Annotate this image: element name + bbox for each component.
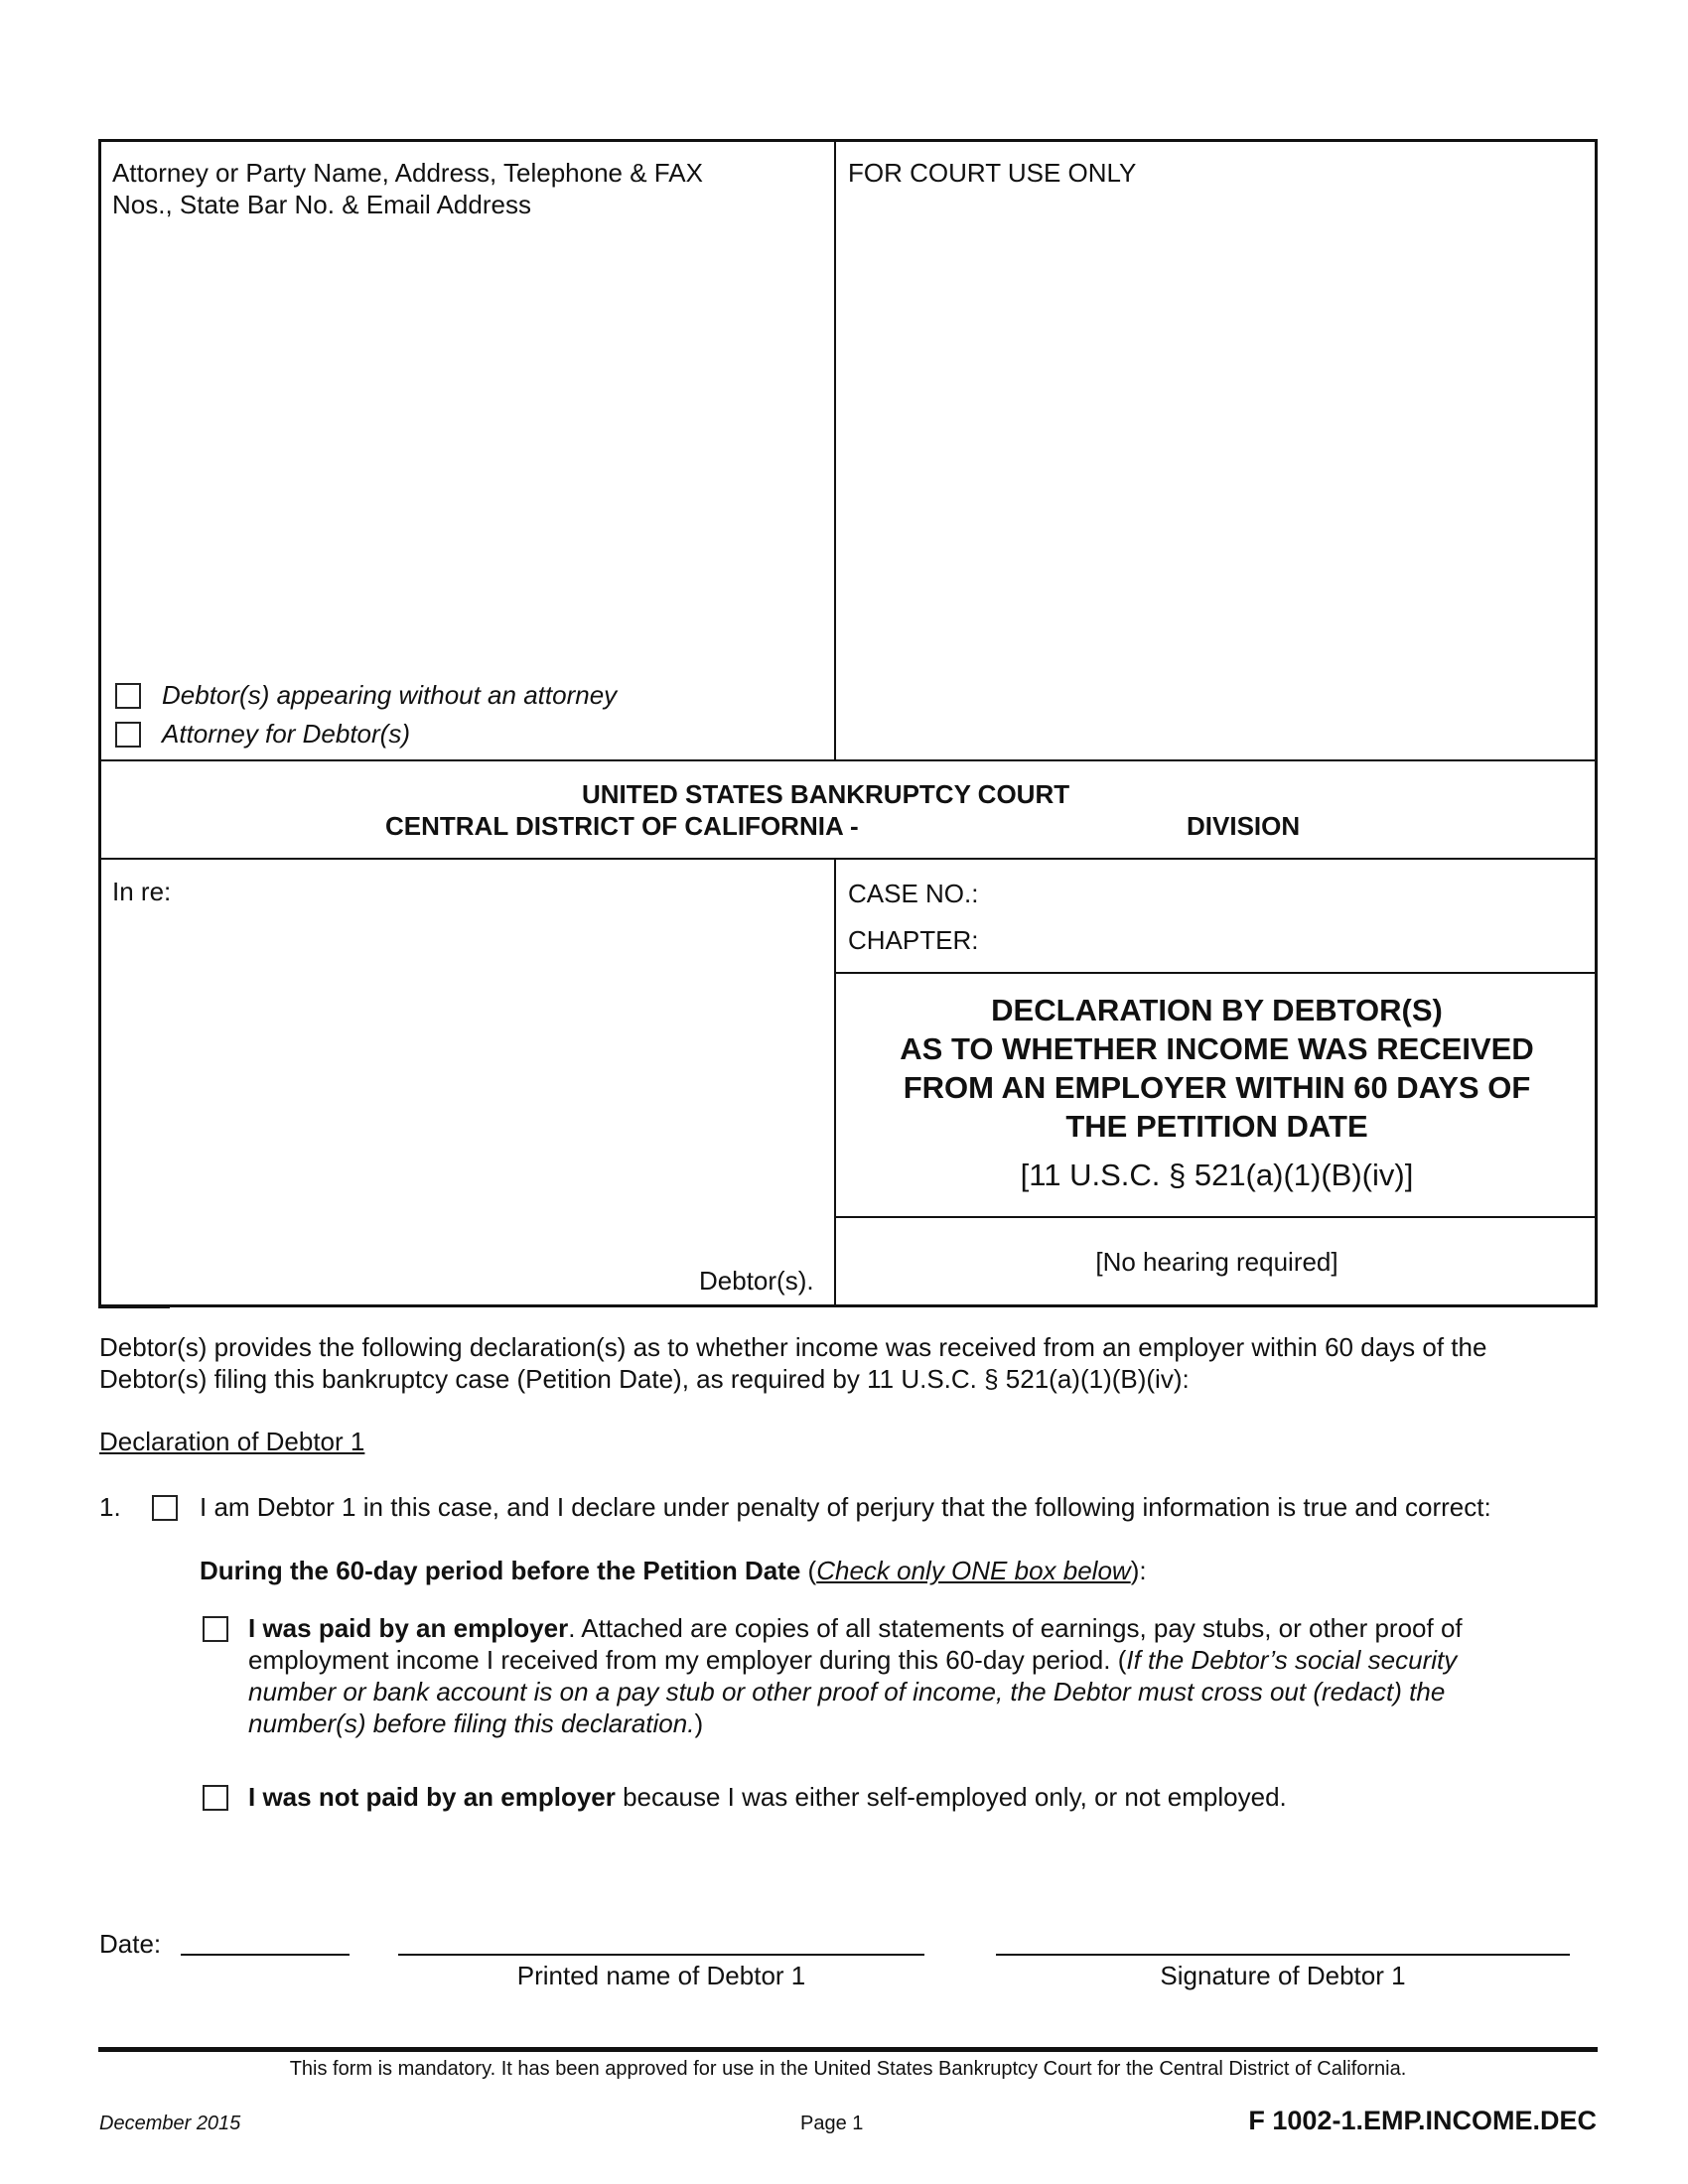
option1-rest: . Attached are copies of all statements of earnings, pay stubs, or other proof of: [568, 1613, 1463, 1643]
option2-rest: because I was either self-employed only, or not employed.: [615, 1782, 1287, 1812]
chapter-label: CHAPTER:: [848, 925, 979, 955]
option2-text: [248, 1781, 1287, 1813]
period-close: ):: [1130, 1556, 1147, 1585]
period-open: (: [800, 1556, 817, 1585]
signature-line[interactable]: [996, 1954, 1570, 1956]
mandatory-notice: This form is mandatory. It has been approved for use in the United States Bankruptcy Court for the Central District of California.: [289, 2058, 1407, 2080]
date-label: Date:: [99, 1929, 162, 1959]
form-id: F 1002-1.EMP.INCOME.DEC: [1248, 2106, 1597, 2135]
option1-line1: [248, 1612, 1463, 1644]
attorney-checkbox[interactable]: [115, 722, 141, 748]
case-no-label: CASE NO.:: [848, 879, 979, 908]
period-instruction: [200, 1555, 1147, 1586]
statute-citation: [11 U.S.C. § 521(a)(1)(B)(iv)]: [1020, 1158, 1414, 1192]
printed-name-line[interactable]: [398, 1954, 924, 1956]
court-name-line1: UNITED STATES BANKRUPTCY COURT: [582, 779, 1070, 809]
court-use-label: FOR COURT USE ONLY: [848, 158, 1137, 188]
declaration-title: [836, 991, 1598, 1194]
debtors-underline: [98, 1306, 170, 1308]
attorney-label-line1: Attorney or Party Name, Address, Telephone & FAX: [112, 158, 703, 188]
caption-divider-court-bottom: [98, 858, 1598, 860]
option1-line2: [248, 1644, 1463, 1676]
date-line[interactable]: [181, 1954, 350, 1956]
court-division-label: DIVISION: [1187, 811, 1301, 841]
title-line-1: DECLARATION BY DEBTOR(S): [991, 993, 1443, 1027]
option1-text: [248, 1612, 1463, 1739]
title-line-3: FROM AN EMPLOYER WITHIN 60 DAYS OF: [903, 1070, 1531, 1105]
case-info-divider: [834, 972, 1598, 974]
item-number: 1.: [99, 1492, 121, 1522]
printed-name-label: Printed name of Debtor 1: [516, 1961, 806, 1990]
debtors-label: Debtor(s).: [699, 1266, 814, 1296]
caption-divider-court-top: [98, 759, 1598, 761]
attorney-for-debtor-label: Attorney for Debtor(s): [162, 719, 410, 749]
option1-line4-ital: number(s) before filing this declaration.: [248, 1708, 695, 1738]
option1-line2-plain: employment income I received from my employer during this 60-day period. (: [248, 1645, 1127, 1675]
period-bold: During the 60-day period before the Petition Date: [200, 1556, 801, 1585]
intro-line-2: Debtor(s) filing this bankruptcy case (Petition Date), as required by 11 U.S.C. § 521(a)(1)(B)(iv):: [99, 1364, 1190, 1394]
court-name-line2: CENTRAL DISTRICT OF CALIFORNIA -: [385, 811, 859, 841]
not-paid-by-employer-checkbox[interactable]: [203, 1785, 228, 1811]
option1-line3: number or bank account is on a pay stub or other proof of income, the Debtor must cross out (redact) the: [248, 1677, 1446, 1706]
pro-se-label: Debtor(s) appearing without an attorney: [162, 680, 618, 710]
signature-label: Signature of Debtor 1: [1160, 1961, 1406, 1990]
option1-bold: I was paid by an employer: [248, 1613, 569, 1643]
paid-by-employer-checkbox[interactable]: [203, 1616, 228, 1642]
option1-line2-ital: If the Debtor’s social security: [1126, 1645, 1458, 1675]
no-hearing-label: [No hearing required]: [1095, 1247, 1338, 1277]
title-line-2: AS TO WHETHER INCOME WAS RECEIVED: [900, 1031, 1534, 1066]
pro-se-checkbox[interactable]: [115, 683, 141, 709]
item-text: I am Debtor 1 in this case, and I declare under penalty of perjury that the following information is true and correct:: [200, 1492, 1491, 1522]
section-heading: Declaration of Debtor 1: [99, 1427, 365, 1456]
title-divider: [834, 1216, 1598, 1218]
title-line-4: THE PETITION DATE: [1065, 1109, 1368, 1144]
footer-date: December 2015: [99, 2113, 241, 2134]
period-instruction-text: Check only ONE box below: [816, 1556, 1131, 1585]
option2-bold: I was not paid by an employer: [248, 1782, 616, 1812]
option1-line4: [248, 1707, 1463, 1739]
page-number: Page 1: [800, 2113, 864, 2134]
debtor1-declaration-checkbox[interactable]: [152, 1495, 178, 1521]
attorney-label-line2: Nos., State Bar No. & Email Address: [112, 190, 531, 219]
footer-rule: [98, 2047, 1598, 2052]
option1-line4-close: ): [694, 1708, 704, 1738]
intro-line-1: Debtor(s) provides the following declaration(s) as to whether income was received from an employer within 60 days of the: [99, 1332, 1487, 1362]
caption-divider-vertical-top: [834, 139, 836, 760]
in-re-label: In re:: [112, 877, 172, 906]
